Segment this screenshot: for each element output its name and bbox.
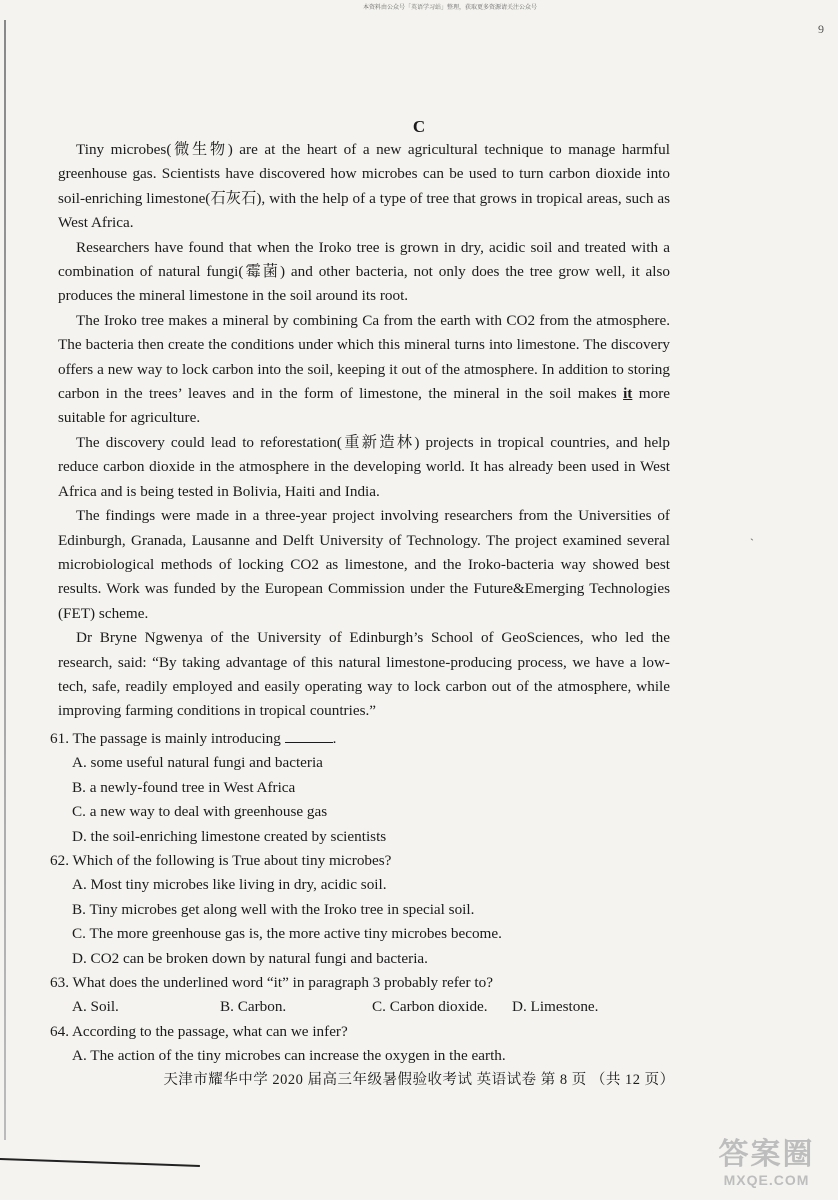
option: D. the soil-enriching limestone created by scientists bbox=[72, 827, 387, 845]
option: A. Most tiny microbes like living in dry, acidic soil. bbox=[72, 876, 387, 894]
paragraph: Tiny microbes(微生物) are at the heart of a new agricultural technique to manage harmful greenhouse gas. Scientists have discovered how microbes can be used to turn carbon dioxide into soil-enriching limestone(石灰石), with the help of a type of tree that grows in tropical areas, such as West Africa. bbox=[58, 141, 670, 232]
option: B. Carbon. bbox=[220, 998, 287, 1016]
answer-blank bbox=[285, 728, 333, 743]
option: C. a new way to deal with greenhouse gas bbox=[72, 803, 328, 821]
option: A. Soil. bbox=[72, 998, 119, 1016]
corner-mark: 9 bbox=[818, 22, 824, 36]
paragraph: Dr Bryne Ngwenya of the University of Edinburgh’s School of GeoSciences, who led the research, said: “By taking advantage of this natural limestone-producing process, we have a low-tech, safe, readily employed and easily operating way to lock carbon out of the atmosphere, while improving farming conditions in tropical countries.” bbox=[58, 629, 670, 720]
page-footer: 天津市耀华中学 2020 届高三年级暑假验收考试 英语试卷 第 8 页 （共 12 页） bbox=[163, 1072, 675, 1088]
option: A. The action of the tiny microbes can increase the oxygen in the earth. bbox=[72, 1047, 506, 1065]
question-64: 64. According to the passage, what can we infer? bbox=[50, 1022, 348, 1040]
question-63: 63. What does the underlined word “it” in paragraph 3 probably refer to? bbox=[50, 974, 493, 992]
question-61 bbox=[50, 727, 670, 751]
option: D. CO2 can be broken down by natural fungi and bacteria. bbox=[72, 949, 428, 967]
option: C. Carbon dioxide. bbox=[372, 998, 488, 1016]
watermark-text: 答案圈 bbox=[718, 1138, 815, 1171]
underlined-word: it bbox=[623, 385, 633, 403]
watermark-url: MXQE.COM bbox=[723, 1172, 810, 1188]
section-letter: C bbox=[412, 117, 426, 136]
options-row bbox=[72, 995, 670, 1019]
scan-artifact-line bbox=[0, 1158, 200, 1167]
question-62: 62. Which of the following is True about tiny microbes? bbox=[50, 852, 392, 870]
paragraph: The findings were made in a three-year project involving researchers from the Universities of Edinburgh, Granada, Lausanne and Delft University of Technology. The project examined several microbiological methods of locking CO2 as limestone, and the Iroko-bacteria way showed best results. Work was funded by the European Commission under the Future&Emerging Technologies (FET) scheme. bbox=[58, 507, 670, 622]
option: D. Limestone. bbox=[512, 998, 599, 1016]
option: C. The more greenhouse gas is, the more active tiny microbes become. bbox=[72, 925, 502, 943]
paragraph-text: more suitable for agriculture. bbox=[58, 385, 670, 427]
paragraph: The discovery could lead to reforestation(重新造林) projects in tropical countries, and help reduce carbon dioxide in the atmosphere in the developing world. It has already been used in West Africa and is being tested in Bolivia, Haiti and India. bbox=[58, 433, 670, 500]
passage bbox=[58, 138, 670, 724]
scan-edge bbox=[4, 20, 6, 1140]
corner-mark: ` bbox=[750, 536, 754, 550]
paragraph-text: The Iroko tree makes a mineral by combining Ca from the earth with CO2 from the atmosphere. The bacteria then create the conditions under which this mineral turns into limestone. The discovery offers a new way to lock carbon into the soil, keeping it out of the atmosphere. In addition to storing carbon in the trees’ leaves and in the form of limestone, the mineral in the soil makes bbox=[58, 311, 670, 403]
questions bbox=[50, 727, 670, 1069]
option: B. Tiny microbes get along well with the Iroko tree in special soil. bbox=[72, 900, 475, 918]
watermark-logo bbox=[709, 1138, 824, 1194]
question-stem: 61. The passage is mainly introducing bbox=[50, 730, 281, 747]
top-note: 本资料由公众号「英语学习站」整理，获取更多资源请关注公众号 bbox=[362, 5, 537, 11]
paragraph: Researchers have found that when the Iroko tree is grown in dry, acidic soil and treated with a combination of natural fungi(霉菌) and other bacteria, not only does the tree grow well, it also produces the mineral limestone in the soil around its root. bbox=[58, 238, 670, 305]
paragraph bbox=[58, 309, 670, 431]
option: A. some useful natural fungi and bacteria bbox=[72, 754, 323, 772]
question-stem-end: . bbox=[332, 730, 337, 747]
option: B. a newly-found tree in West Africa bbox=[72, 778, 296, 796]
